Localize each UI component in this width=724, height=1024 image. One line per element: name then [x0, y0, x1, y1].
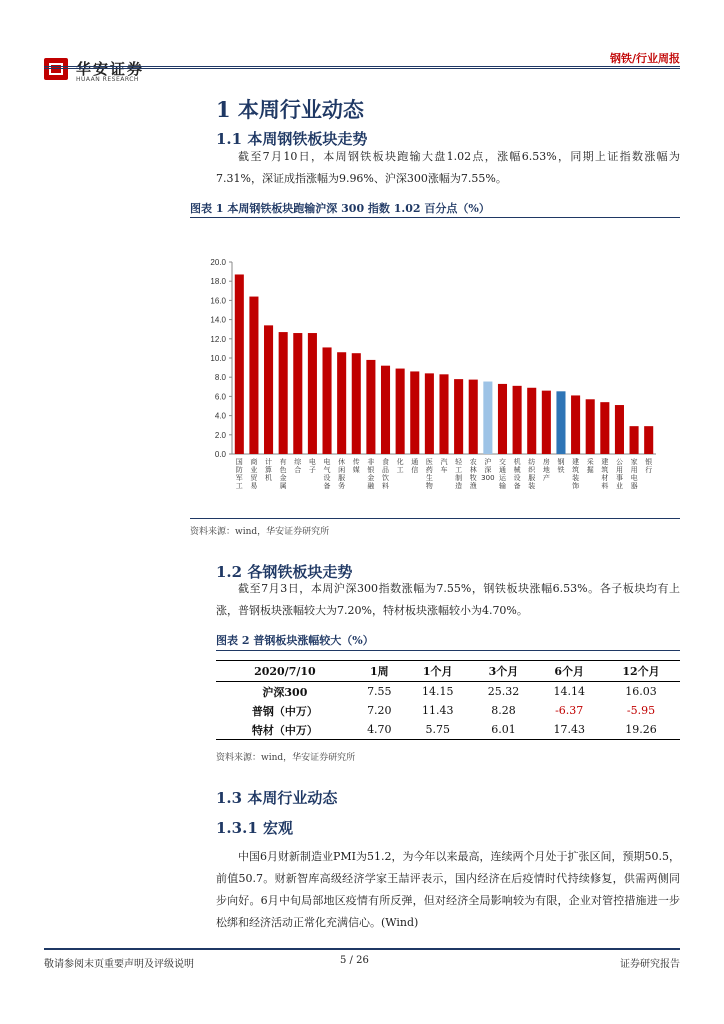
x-tick-label: 有色金属 — [279, 458, 287, 490]
bar — [542, 391, 551, 454]
table-row — [216, 720, 680, 740]
x-tick-label: 建筑材料 — [601, 458, 609, 490]
bar — [483, 382, 492, 454]
x-tick-label: 房地产 — [542, 458, 550, 482]
bar — [469, 380, 478, 454]
table-cell: 5.75 — [405, 720, 471, 740]
company-logo-icon — [44, 58, 68, 80]
footer-report-type: 证券研究报告 — [620, 959, 680, 970]
figure-1-title: 图表 1 本周钢铁板块跑输沪深 300 指数 1.02 百分点（%） — [190, 202, 490, 215]
table-cell: -6.37 — [555, 704, 584, 717]
table-cell: 8.28 — [491, 704, 516, 717]
figure-1-bottom-rule — [190, 518, 680, 519]
x-tick-label: 电气设备 — [323, 458, 331, 490]
report-category: 钢铁/行业周报 — [609, 52, 680, 65]
footer-disclaimer: 敬请参阅末页重要声明及评级说明 — [44, 959, 194, 970]
bar — [439, 374, 448, 454]
header-divider — [44, 66, 680, 67]
section-1-1-paragraph: 截至7月10日，本周钢铁板块跑输大盘1.02点，涨幅6.53%，同期上证指数涨幅为7.31%，深证成指涨幅为9.96%、沪深300涨幅为7.55%。 — [216, 150, 680, 185]
bar — [308, 333, 317, 454]
bar — [264, 325, 273, 454]
bar — [556, 391, 565, 454]
table-header-row — [216, 661, 680, 682]
bar — [630, 426, 639, 454]
x-tick-label: 采掘 — [586, 458, 594, 474]
x-tick-label: 交通运输 — [498, 458, 506, 490]
bar — [571, 395, 580, 454]
table-header-12m: 12个月 — [602, 661, 680, 682]
x-tick-label: 轻工制造 — [455, 458, 463, 490]
bar — [249, 297, 258, 454]
x-tick-label: 公用事业 — [615, 458, 623, 490]
table-row — [216, 701, 680, 720]
figure-1-source: 资料来源：wind，华安证券研究所 — [190, 527, 330, 537]
x-tick-label: 机械设备 — [513, 458, 521, 490]
x-tick-label: 化工 — [396, 458, 404, 474]
bar — [513, 386, 522, 454]
bar — [586, 399, 595, 454]
section-1-title: 1 本周行业动态 — [216, 97, 364, 122]
page-number: 5 / 26 — [340, 955, 369, 966]
bar — [337, 352, 346, 454]
x-tick-label: 银行 — [645, 458, 653, 474]
table-header-1w: 1周 — [354, 661, 405, 682]
x-tick-label: 纺织服装 — [528, 458, 536, 490]
table-cell: -5.95 — [626, 704, 656, 717]
bar — [615, 405, 624, 454]
y-tick-label: 4.0 — [214, 411, 226, 421]
x-tick-label: 钢铁 — [557, 458, 565, 474]
section-1-2-title: 1.2 各钢铁板块走势 — [216, 563, 353, 581]
table-header-6m: 6个月 — [536, 661, 602, 682]
bar — [410, 371, 419, 454]
bar — [527, 388, 536, 454]
section-1-3-1-title: 1.3.1 宏观 — [216, 819, 293, 837]
section-1-2-paragraph: 截至7月3日，本周沪深300指数涨幅为7.55%，钢铁板块涨幅6.53%。各子板块均有上涨，普钢板块涨幅较大为7.20%，特材板块涨幅较小为4.70%。 — [216, 582, 680, 617]
x-tick-label: 农林牧渔 — [469, 458, 477, 490]
section-1-3-title: 1.3 本周行业动态 — [216, 789, 338, 807]
bar — [352, 353, 361, 454]
bar — [425, 373, 434, 454]
bar — [396, 369, 405, 454]
bar — [293, 333, 302, 454]
table-header-date: 2020/7/10 — [216, 661, 354, 682]
section-1-1-title: 1.1 本周钢铁板块走势 — [216, 130, 368, 148]
table-cell: 14.15 — [421, 685, 454, 698]
bar — [600, 402, 609, 454]
header-divider-2 — [44, 68, 680, 69]
row-label: 特材（中万） — [216, 720, 354, 740]
bar — [644, 426, 653, 454]
y-tick-label: 18.0 — [210, 277, 226, 287]
company-name-en: HUAAN RESEARCH — [76, 76, 139, 83]
x-tick-label: 综合 — [294, 458, 302, 474]
company-name: 华安证券 — [76, 60, 145, 78]
x-tick-label: 休闲服务 — [338, 458, 346, 490]
y-tick-label: 6.0 — [214, 392, 226, 402]
x-tick-label: 建筑装饰 — [572, 458, 580, 490]
section-1-3-1-paragraph: 中国6月财新制造业PMI为51.2，为今年以来最高，连续两个月处于扩张区间，预期50.5，前值50.7。财新智库高级经济学家王喆评表示，国内经济在后疫情时代持续修复，供需两侧同步向好。6月中旬局部地区疫情有所反弹，但对经济全局影响较为有限，企业对管控措施进一步松绑和经济活动正常化充满信心。(Wind) — [216, 850, 680, 929]
y-tick-label: 2.0 — [214, 430, 226, 440]
table-cell: 6.01 — [471, 720, 537, 740]
row-label: 普钢（中万） — [251, 704, 318, 718]
table-2-source: 资料来源：wind，华安证券研究所 — [216, 753, 356, 763]
table-header-1m: 1个月 — [405, 661, 471, 682]
x-tick-label: 非银金融 — [367, 458, 375, 490]
table-cell: 25.32 — [487, 685, 520, 698]
y-tick-label: 14.0 — [210, 315, 226, 325]
x-tick-label: 电子 — [308, 458, 316, 474]
table-cell: 14.14 — [553, 685, 585, 698]
bar — [279, 332, 288, 454]
x-tick-label: 家用电器 — [630, 458, 638, 490]
table-2-title: 图表 2 普钢板块涨幅较大（%） — [216, 634, 374, 647]
y-tick-label: 12.0 — [210, 334, 226, 344]
y-tick-label: 10.0 — [210, 354, 226, 363]
x-tick-label: 计算机 — [265, 458, 273, 482]
x-tick-label: 通信 — [411, 458, 419, 474]
table-cell: 7.55 — [367, 685, 392, 698]
bar — [454, 379, 463, 454]
table-cell: 17.43 — [536, 720, 602, 740]
table-header-3m: 3个月 — [471, 661, 537, 682]
bar — [498, 384, 507, 454]
bar — [235, 274, 244, 454]
table-cell: 16.03 — [625, 685, 657, 698]
table-cell: 11.43 — [421, 704, 454, 717]
y-tick-label: 16.0 — [210, 296, 226, 306]
x-tick-label: 国防军工 — [235, 458, 243, 490]
y-tick-label: 8.0 — [214, 373, 226, 383]
bar — [381, 366, 390, 454]
x-tick-label: 食品饮料 — [382, 458, 390, 490]
bar — [366, 360, 375, 454]
footer-divider — [44, 948, 680, 950]
x-tick-label: 传媒 — [352, 458, 360, 474]
row-label: 沪深300 — [262, 685, 308, 699]
bar — [323, 347, 332, 454]
table-cell: 19.26 — [602, 720, 680, 740]
sector-performance-bar-chart — [196, 248, 676, 510]
x-tick-label: 商业贸易 — [250, 458, 258, 490]
sub-sector-performance-table — [216, 660, 680, 740]
figure-1-top-rule — [190, 217, 680, 218]
y-tick-label: 0.0 — [214, 450, 226, 459]
x-tick-label: 汽车 — [440, 458, 448, 474]
table-2-top-rule — [216, 650, 680, 651]
table-cell: 7.20 — [367, 704, 392, 717]
table-row — [216, 682, 680, 702]
table-cell: 4.70 — [354, 720, 405, 740]
y-tick-label: 20.0 — [210, 258, 226, 267]
x-tick-label: 医药生物 — [425, 458, 433, 490]
x-tick-label: 沪深 300 — [481, 458, 495, 482]
